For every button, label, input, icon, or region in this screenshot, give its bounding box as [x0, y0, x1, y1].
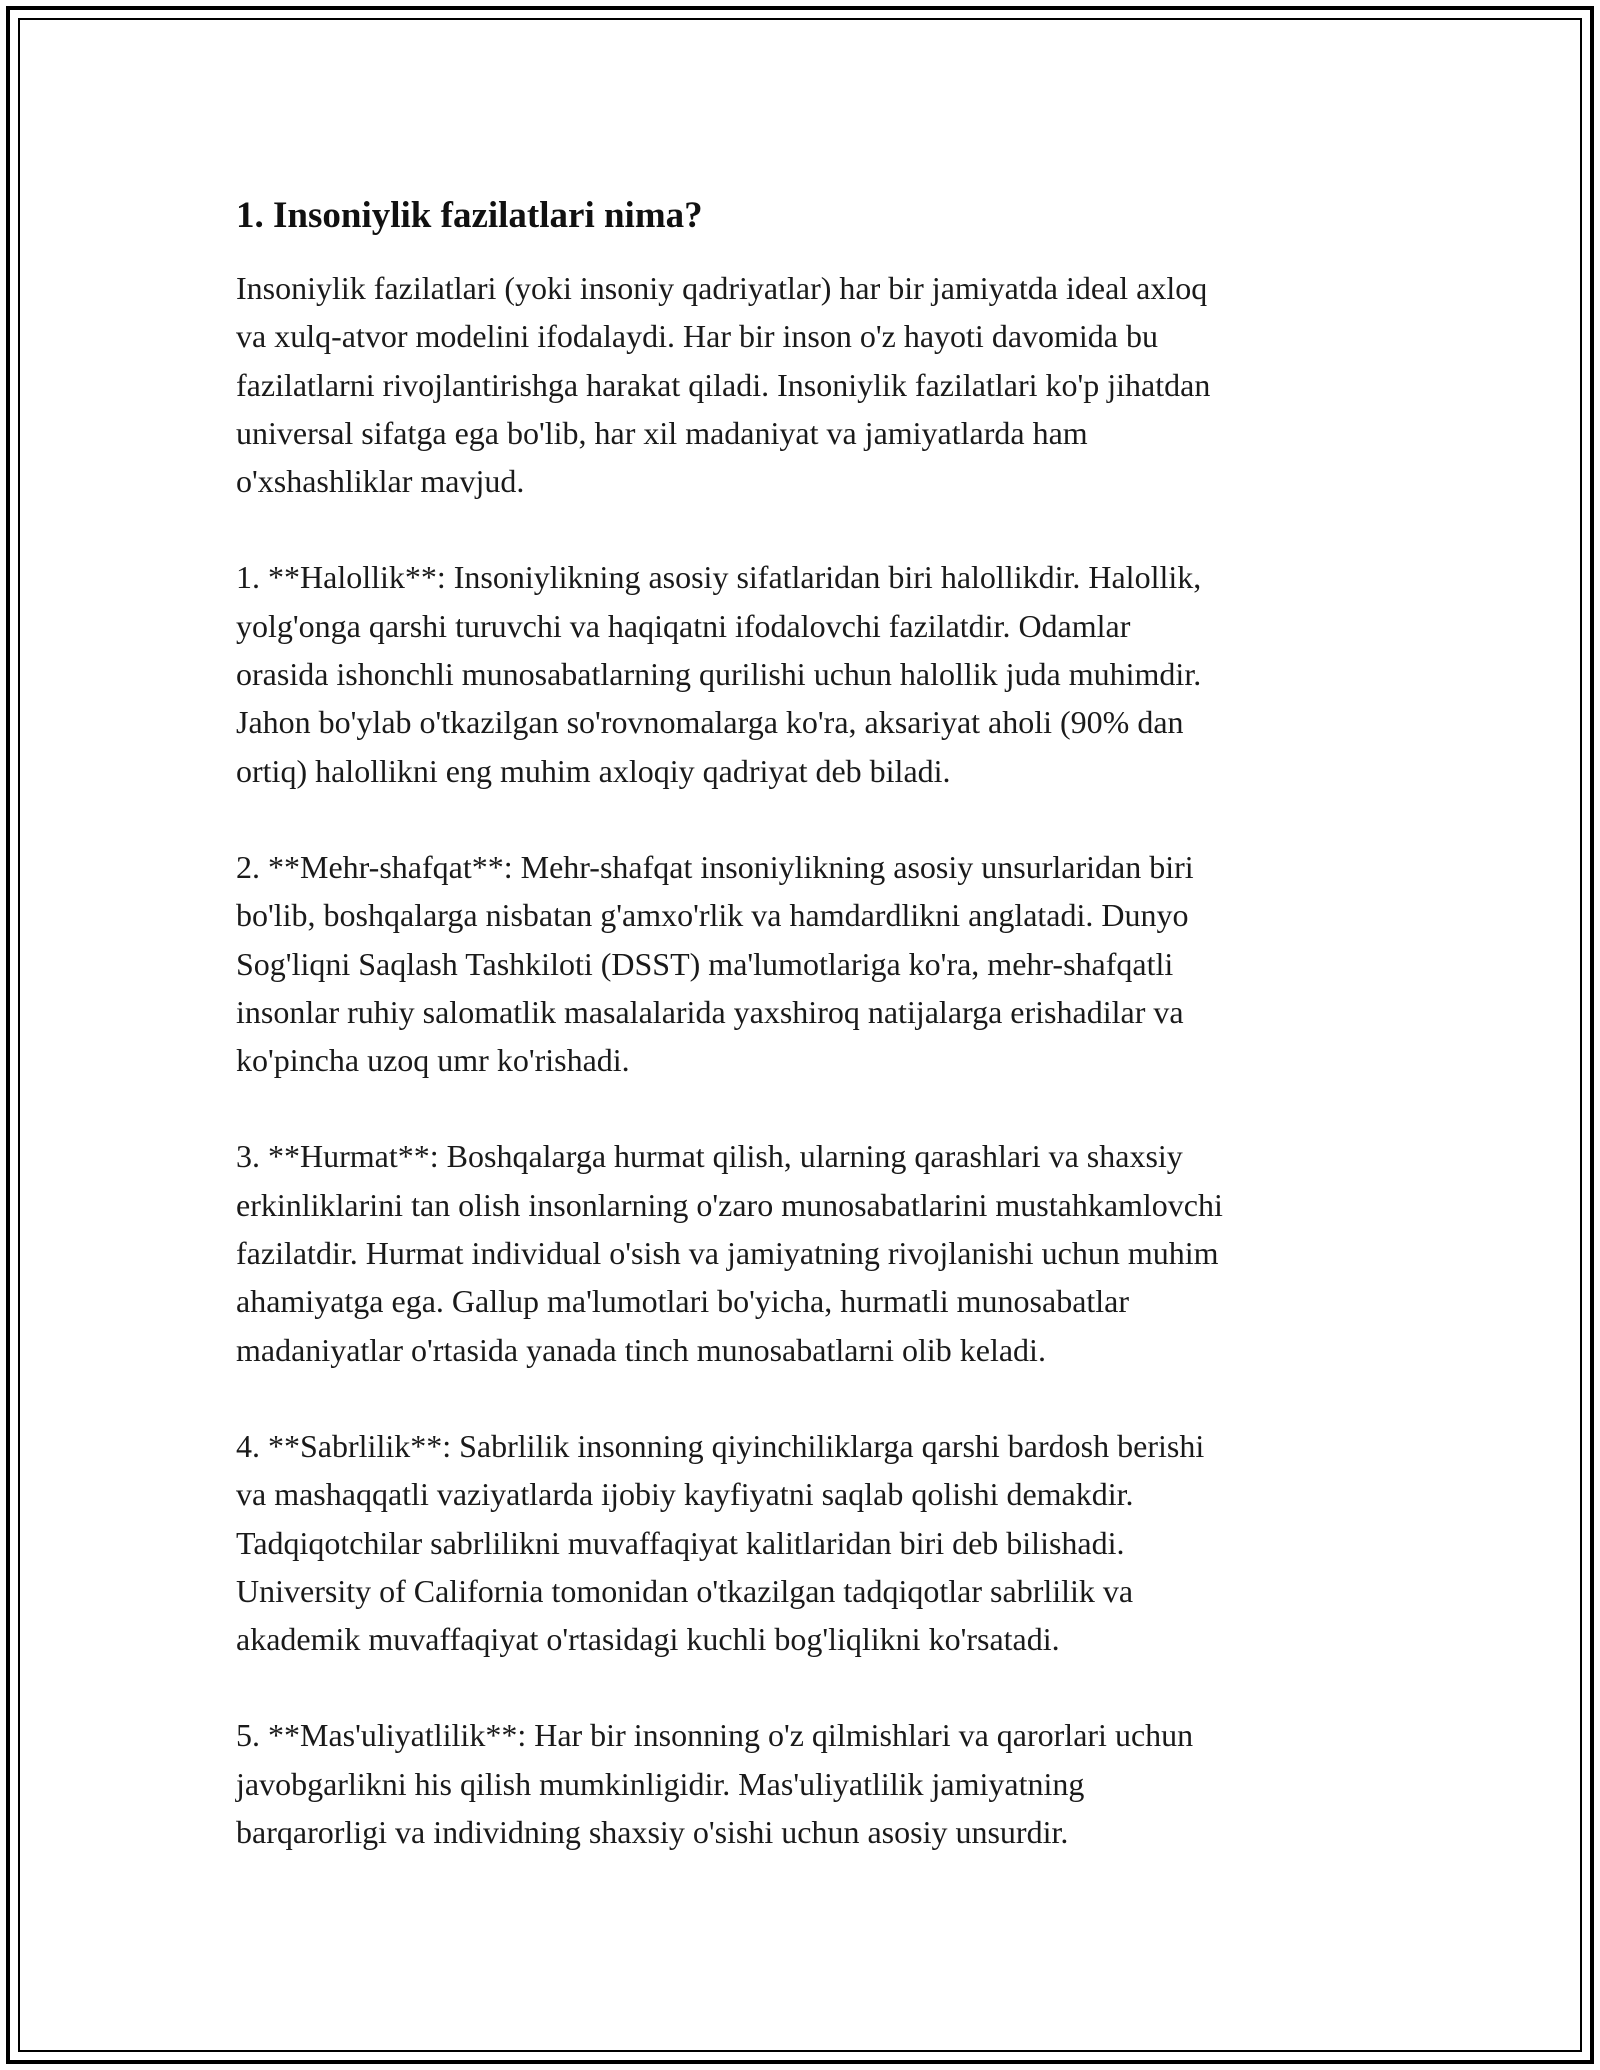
document-body	[236, 190, 1386, 1856]
virtue-paragraph-responsibility: 5. **Mas'uliyatlilik**: Har bir insonning o'z qilmishlari va qarorlari uchun javobgarlikni his qilish mumkinligidir. Mas'uliyatlilik jamiyatning barqarorligi va individning shaxsiy o'sishi uchun asosiy unsurdir.	[236, 1717, 1194, 1851]
section-heading: 1. Insoniylik fazilatlari nima?	[236, 195, 703, 236]
virtue-paragraph-honesty: 1. **Halollik**: Insoniylikning asosiy sifatlaridan biri halollikdir. Halollik, yolg'onga qarshi turuvchi va haqiqatni ifodalovchi fazilatdir. Odamlar orasida ishonchli munosabatlarning qurilishi uchun halollik juda muhimdir. Jahon bo'ylab o'tkazilgan so'rovnomalarga ko'ra, aksariyat aholi (90% dan ortiq) halollikni eng muhim axloqiy qadriyat deb biladi.	[236, 559, 1202, 789]
virtue-paragraph-respect: 3. **Hurmat**: Boshqalarga hurmat qilish, ularning qarashlari va shaxsiy erkinliklarini tan olish insonlarning o'zaro munosabatlarini mustahkamlovchi fazilatdir. Hurmat individual o'sish va jamiyatning rivojlanishi uchun muhim ahamiyatga ega. Gallup ma'lumotlari bo'yicha, hurmatli munosabatlar madaniyatlar o'rtasida yanada tinch munosabatlarni olib keladi.	[236, 1138, 1223, 1368]
virtue-paragraph-compassion: 2. **Mehr-shafqat**: Mehr-shafqat insoniylikning asosiy unsurlaridan biri bo'lib, boshqalarga nisbatan g'amxo'rlik va hamdardlikni anglatadi. Dunyo Sog'liqni Saqlash Tashkiloti (DSST) ma'lumotlariga ko'ra, mehr-shafqatli insonlar ruhiy salomatlik masalalarida yaxshiroq natijalarga erishadilar va ko'pincha uzoq umr ko'rishadi.	[236, 848, 1194, 1079]
virtue-paragraph-patience: 4. **Sabrlilik**: Sabrlilik insonning qiyinchiliklarga qarshi bardosh berishi va mashaqqatli vaziyatlarda ijobiy kayfiyatni saqlab qolishi demakdir. Tadqiqotchilar sabrlilikni muvaffaqiyat kalitlaridan biri deb bilishadi. University of California tomonidan o'tkazilgan tadqiqotlar sabrlilik va akademik muvaffaqiyat o'rtasidagi kuchli bog'liqlikni ko'rsatadi.	[236, 1427, 1205, 1658]
intro-paragraph: Insoniylik fazilatlari (yoki insoniy qadriyatlar) har bir jamiyatda ideal axloq va xulq-atvor modelini ifodalaydi. Har bir inson o'z hayoti davomida bu fazilatlarni rivojlantirishga harakat qiladi. Insoniylik fazilatlari ko'p jihatdan universal sifatga ega bo'lib, har xil madaniyat va jamiyatlarda ham o'xshashliklar mavjud.	[236, 270, 1211, 500]
